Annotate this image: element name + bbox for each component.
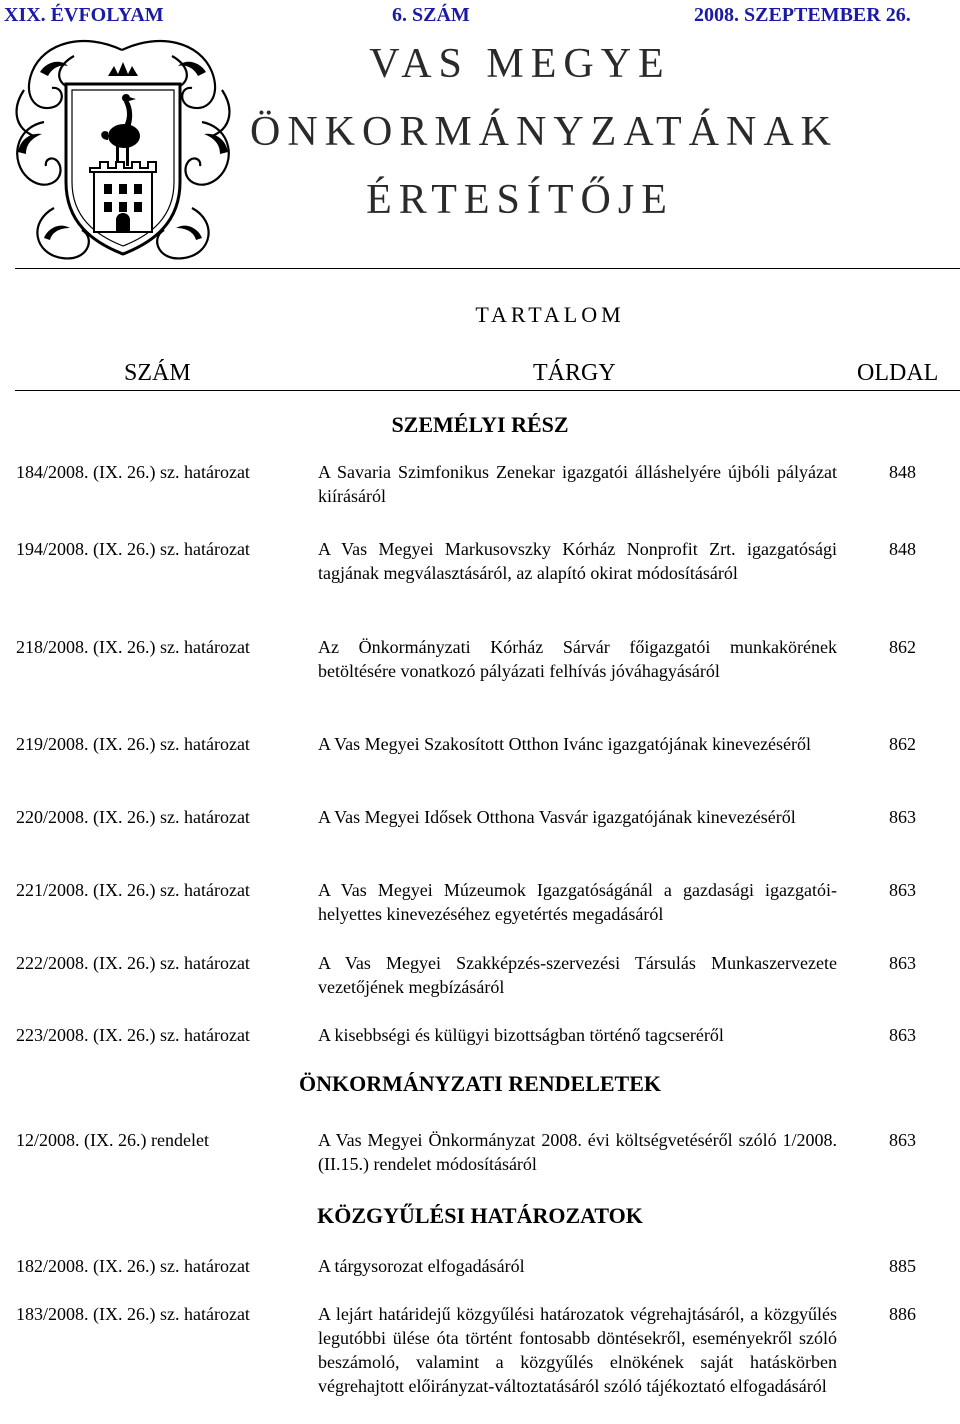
entry-number: 218/2008. (IX. 26.) sz. határozat xyxy=(16,637,250,657)
title-divider xyxy=(15,268,960,269)
entry-page: 863 xyxy=(889,1025,916,1045)
entry-number: 220/2008. (IX. 26.) sz. határozat xyxy=(16,807,250,827)
issue-number: 6. SZÁM xyxy=(392,4,470,26)
volume-label: XIX. ÉVFOLYAM xyxy=(4,4,164,26)
entry-number: 183/2008. (IX. 26.) sz. határozat xyxy=(16,1304,250,1324)
entry-number: 194/2008. (IX. 26.) sz. határozat xyxy=(16,539,250,559)
entry-subject: A Vas Megyei Markusovszky Kórház Nonprofit Zrt. igazgatósági tagjának megválasztásáról, az alapító okirat módosításáról xyxy=(318,539,837,583)
column-page-header: OLDAL xyxy=(857,360,939,386)
section-title: SZEMÉLYI RÉSZ xyxy=(391,412,569,437)
contents-heading: TARTALOM xyxy=(475,302,625,327)
issue-header xyxy=(0,4,960,28)
entry-subject: A kisebbségi és külügyi bizottságban történő tagcseréről xyxy=(318,1025,724,1045)
entry-subject: A Vas Megyei Múzeumok Igazgatóságánál a gazdasági igazgatói-helyettes kinevezéséhez egyetértés megadásáról xyxy=(318,880,837,924)
section-title: KÖZGYŰLÉSI HATÁROZATOK xyxy=(317,1203,643,1228)
entry-number: 219/2008. (IX. 26.) sz. határozat xyxy=(16,734,250,754)
entry-subject: Az Önkormányzati Kórház Sárvár főigazgatói munkakörének betöltésére vonatkozó pályázati felhívás jóváhagyásáról xyxy=(318,637,837,681)
entry-number: 12/2008. (IX. 26.) rendelet xyxy=(16,1130,209,1150)
entry-number: 221/2008. (IX. 26.) sz. határozat xyxy=(16,880,250,900)
entry-subject: A lejárt határidejű közgyűlési határozatok végrehajtásáról, a közgyűlés legutóbbi ülése óta történt fontosabb döntésekről, eseményekről szóló beszámoló, valamint a közgyűlés elnökének saját hatáskörben végrehajtott előirányzat-változtatásáról szóló tájékoztató elfogadásáról xyxy=(318,1304,837,1396)
entry-page: 848 xyxy=(889,539,916,559)
entry-number: 184/2008. (IX. 26.) sz. határozat xyxy=(16,462,250,482)
entry-page: 848 xyxy=(889,462,916,482)
entry-page: 863 xyxy=(889,953,916,973)
entry-page: 863 xyxy=(889,880,916,900)
title-line-2: ÖNKORMÁNYZATÁNAK xyxy=(250,109,838,155)
entry-number: 223/2008. (IX. 26.) sz. határozat xyxy=(16,1025,250,1045)
entry-subject: A Vas Megyei Önkormányzat 2008. évi költségvetéséről szóló 1/2008.(II.15.) rendelet módosításáról xyxy=(318,1130,837,1174)
entry-subject: A Vas Megyei Szakosított Otthon Ivánc igazgatójának kinevezéséről xyxy=(318,734,812,754)
entry-page: 863 xyxy=(889,1130,916,1150)
entry-subject: A Savaria Szimfonikus Zenekar igazgatói álláshelyére újbóli pályázat kiírásáról xyxy=(318,462,837,506)
title-line-3: ÉRTESÍTŐJE xyxy=(366,177,674,223)
entry-page: 862 xyxy=(889,734,916,754)
entry-subject: A Vas Megyei Idősek Otthona Vasvár igazgatójának kinevezéséről xyxy=(318,807,796,827)
entry-number: 182/2008. (IX. 26.) sz. határozat xyxy=(16,1256,250,1276)
title-line-1: VAS MEGYE xyxy=(369,41,671,87)
entry-page: 863 xyxy=(889,807,916,827)
section-title: ÖNKORMÁNYZATI RENDELETEK xyxy=(298,1071,662,1096)
entry-page: 885 xyxy=(889,1256,916,1276)
entry-page: 886 xyxy=(889,1304,916,1324)
column-number-header: SZÁM xyxy=(124,360,191,386)
entry-subject: A tárgysorozat elfogadásáról xyxy=(318,1256,525,1276)
entry-number: 222/2008. (IX. 26.) sz. határozat xyxy=(16,953,250,973)
issue-date: 2008. SZEPTEMBER 26. xyxy=(694,4,911,26)
column-subject-header: TÁRGY xyxy=(533,360,616,386)
entry-subject: A Vas Megyei Szakképzés-szervezési Társulás Munkaszervezete vezetőjének megbízásáról xyxy=(318,953,837,997)
coat-of-arms-icon xyxy=(4,32,242,270)
entry-page: 862 xyxy=(889,637,916,657)
header-divider xyxy=(15,390,960,391)
